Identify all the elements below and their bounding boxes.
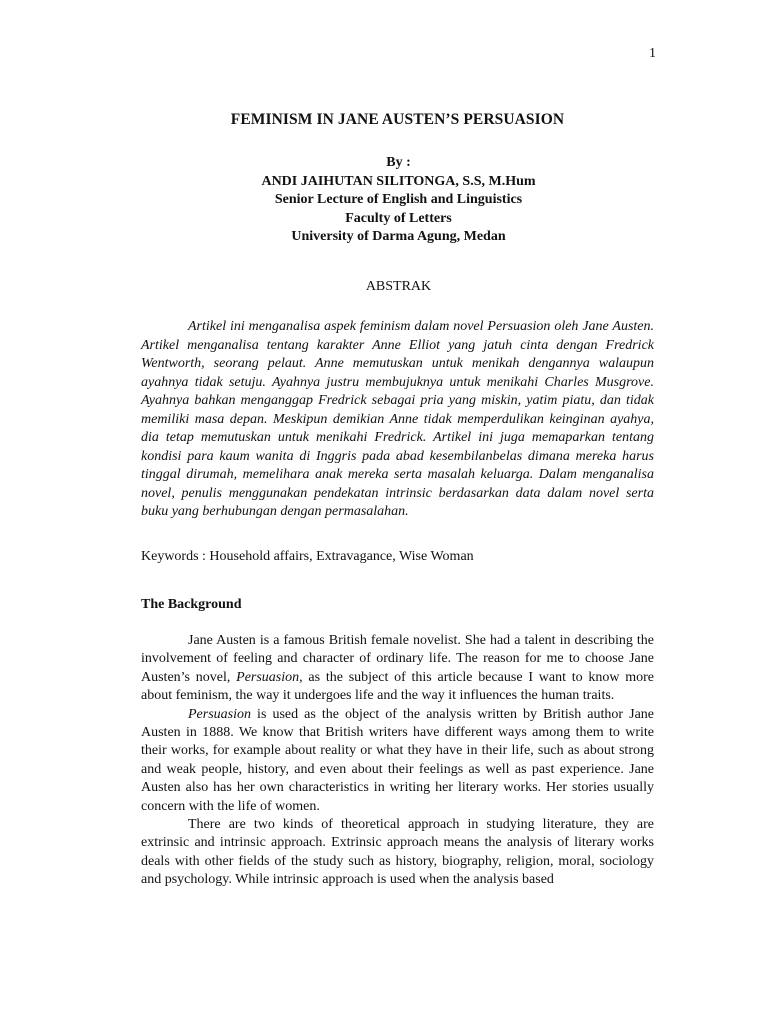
paragraph: Jane Austen is a famous British female novelist. She had a talent in describing the involvement of feeling and character of ordinary life. The reason for me to choose Jane Austen’s novel, Persuasion, as the subject of this article because I want to know more about feminism, the way it undergoes life and the way it influences the human traits. [141,633,655,704]
paper-title: FEMINISM IN JANE AUSTEN’S PERSUASION [230,111,565,128]
abstract-heading: ABSTRAK [365,279,432,294]
author-name: ANDI JAIHUTAN SILITONGA, S.S, M.Hum [261,173,536,189]
paragraph: There are two kinds of theoretical approach in studying literature, they are extrinsic and intrinsic approach. Extrinsic approach means the analysis of literary works deals with other fields of the study such as history, biography, religion, moral, sociology and psychology. While intrinsic approach is used when the analysis based [141,817,654,888]
author-faculty: Faculty of Letters [345,210,452,226]
background-body [141,632,654,890]
paragraph: Persuasion is used as the object of the analysis written by British author Jane Austen in 1888. We know that British writers have different ways among them to write their works, for example about reality or what they have in their life, such as about strong and weak people, history, and even about their feelings as well as past experience. Jane Austen also has her own characteristics in writing her literary works. Her stories usually concern with the life of women. [141,706,654,814]
page-number: 1 [649,46,656,61]
abstract-text: Artikel ini menganalisa aspek feminism dalam novel Persuasion oleh Jane Austen. Artikel menganalisa tentang karakter Anne Elliot yang jatuh cinta dengan Fredrick Wentworth, seorang pelaut. Anne memutuskan untuk menikah dengannya walaupun ayahnya tidak setuju. Ayahnya justru membujuknya untuk menikahi Charles Musgrove. Ayahnya bahkan menganggap Fredrick sebagai pria yang miskin, yatim piatu, dan tidak memiliki masa depan. Meskipun demikian Anne tidak memperdulikan keinginan ayahya, dia tetap memutuskan untuk menikahi Fredrick. Artikel ini juga memaparkan tentang kondisi para kaum wanita di Inggris pada abad kesembilanbelas dimana mereka harus tinggal dirumah, memelihara anak mereka serta masalah keluarga. Dalam menganalisa novel, penulis menggunakan pendekatan intrinsic berdasarkan data dalam novel serta buku yang berhubungan dengan permasalahan. [141,319,654,519]
author-university: University of Darma Agung, Medan [291,229,506,244]
author-block [0,154,768,247]
author-position: Senior Lecture of English and Linguistics [274,192,523,207]
by-label: By : [386,155,411,170]
keywords: Keywords : Household affairs, Extravagance, Wise Woman [141,549,474,564]
section-heading-background: The Background [141,597,242,612]
